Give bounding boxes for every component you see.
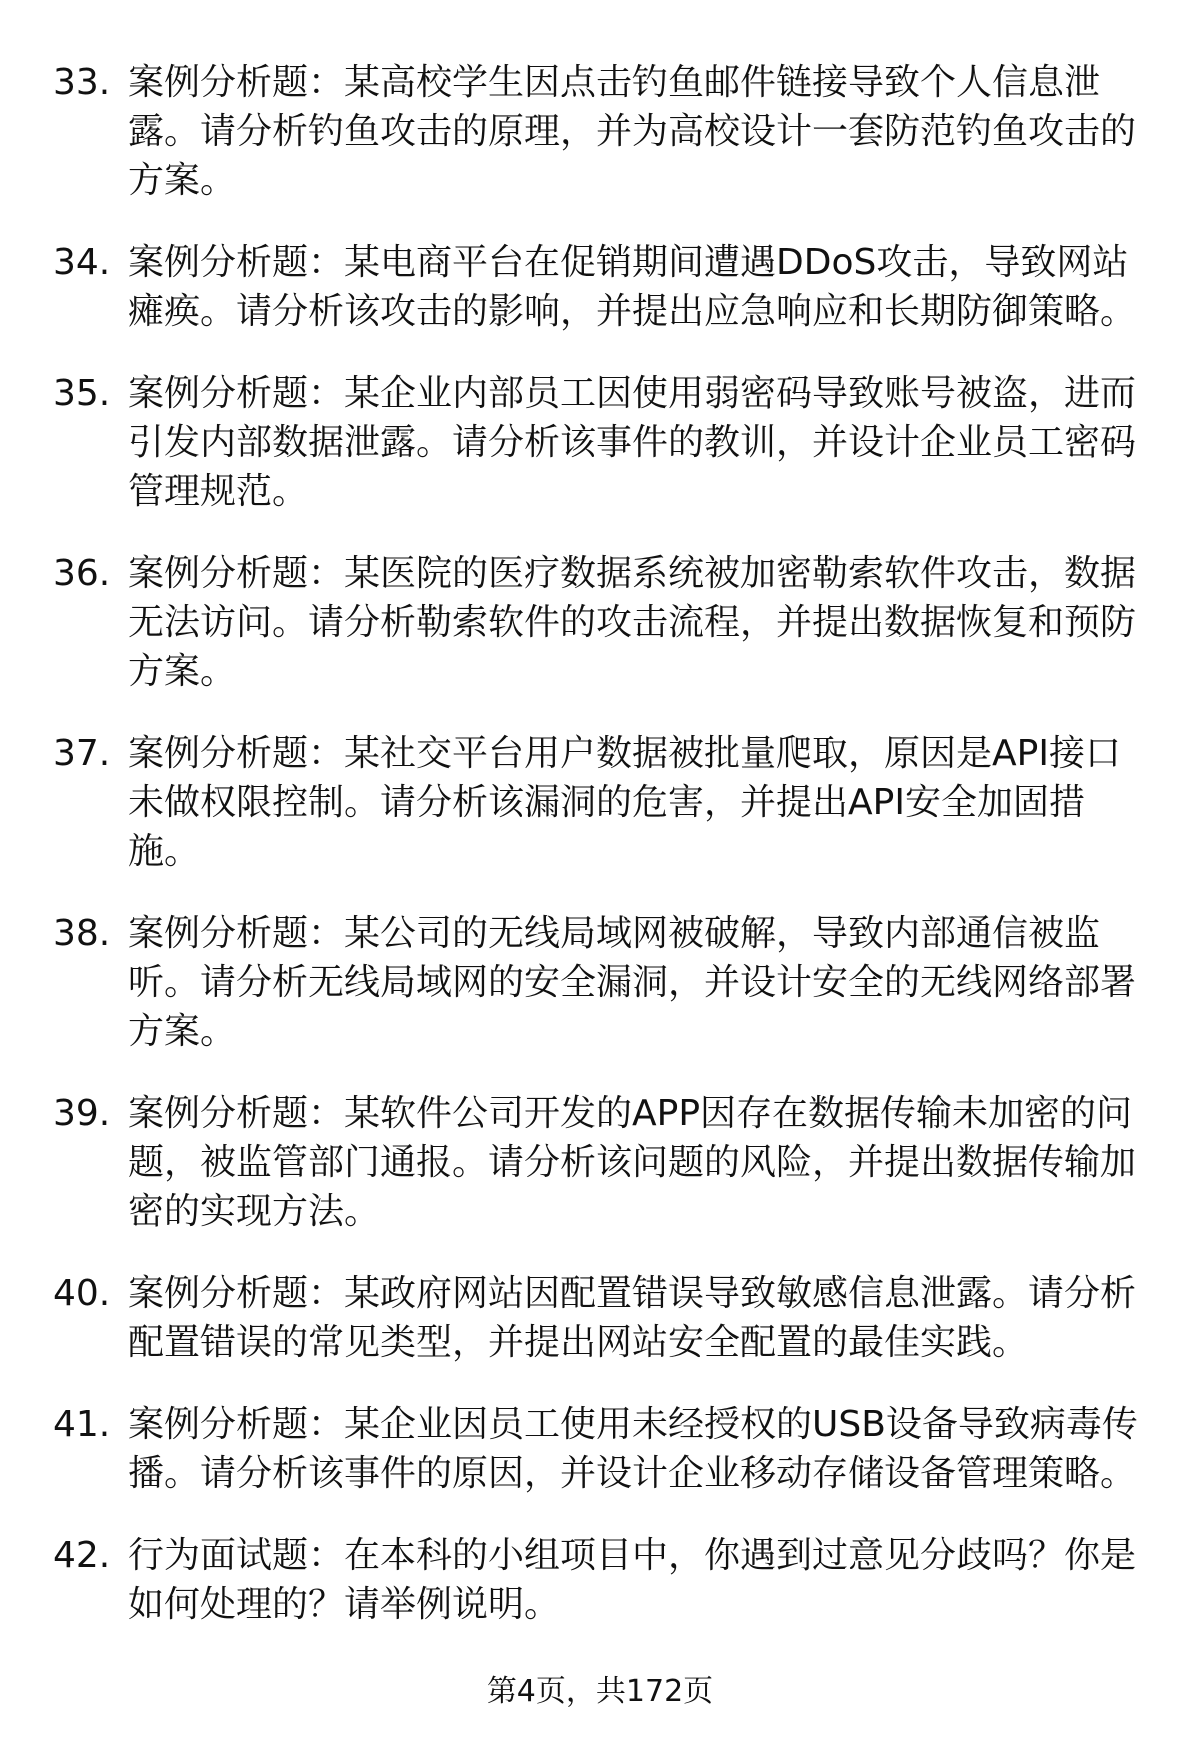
question-text-line: 方案。 <box>128 160 237 201</box>
question-item <box>53 1400 1153 1498</box>
question-text-line: 露。请分析钓鱼攻击的原理，并为高校设计一套防范钓鱼攻击的 <box>128 111 1137 152</box>
question-text-line: 引发内部数据泄露。请分析该事件的教训，并设计企业员工密码 <box>128 422 1137 463</box>
question-number: 34. <box>53 242 111 283</box>
question-text-line: 案例分析题：某企业因员工使用未经授权的USB设备导致病毒传 <box>128 1404 1138 1445</box>
question-text-line: 施。 <box>128 831 201 872</box>
question-item <box>53 1269 1153 1367</box>
question-number: 35. <box>53 373 111 414</box>
question-text-line: 案例分析题：某软件公司开发的APP因存在数据传输未加密的问 <box>128 1093 1133 1134</box>
question-item <box>53 238 1153 336</box>
question-item <box>53 729 1153 876</box>
question-item <box>53 58 1153 205</box>
question-item <box>53 1531 1153 1629</box>
page-footer: 第4页，共172页 <box>486 1674 714 1709</box>
question-item <box>53 369 1153 516</box>
question-text-line: 管理规范。 <box>128 471 309 512</box>
question-text-line: 案例分析题：某高校学生因点击钓鱼邮件链接导致个人信息泄 <box>128 62 1101 103</box>
question-text-line: 案例分析题：某电商平台在促销期间遭遇DDoS攻击，导致网站 <box>128 242 1129 283</box>
question-text-line: 案例分析题：某政府网站因配置错误导致敏感信息泄露。请分析 <box>128 1273 1137 1314</box>
question-text-line: 无法访问。请分析勒索软件的攻击流程，并提出数据恢复和预防 <box>128 602 1137 643</box>
question-text-line: 案例分析题：某公司的无线局域网被破解，导致内部通信被监 <box>128 913 1101 954</box>
question-text-line: 案例分析题：某医院的医疗数据系统被加密勒索软件攻击，数据 <box>128 553 1137 594</box>
question-text-line: 听。请分析无线局域网的安全漏洞，并设计安全的无线网络部署 <box>128 962 1137 1003</box>
question-text-line: 方案。 <box>128 651 237 692</box>
question-item <box>53 549 1153 696</box>
question-number: 37. <box>53 733 111 774</box>
question-text-line: 未做权限控制。请分析该漏洞的危害，并提出API安全加固措 <box>128 782 1085 823</box>
question-list <box>53 58 1153 1662</box>
question-number: 36. <box>53 553 111 594</box>
question-text-line: 方案。 <box>128 1011 237 1052</box>
question-number: 42. <box>53 1535 111 1576</box>
question-text-line: 配置错误的常见类型，并提出网站安全配置的最佳实践。 <box>128 1322 1029 1363</box>
question-number: 41. <box>53 1404 111 1445</box>
question-item <box>53 1089 1153 1236</box>
question-text-line: 瘫痪。请分析该攻击的影响，并提出应急响应和长期防御策略。 <box>128 291 1137 332</box>
question-text-line: 题，被监管部门通报。请分析该问题的风险，并提出数据传输加 <box>128 1142 1137 1183</box>
question-text-line: 密的实现方法。 <box>128 1191 381 1232</box>
question-item <box>53 909 1153 1056</box>
question-number: 39. <box>53 1093 111 1134</box>
question-text-line: 案例分析题：某企业内部员工因使用弱密码导致账号被盗，进而 <box>128 373 1137 414</box>
question-text-line: 如何处理的？请举例说明。 <box>128 1584 561 1625</box>
question-number: 40. <box>53 1273 111 1314</box>
question-text-line: 案例分析题：某社交平台用户数据被批量爬取，原因是API接口 <box>128 733 1121 774</box>
question-number: 38. <box>53 913 111 954</box>
question-number: 33. <box>53 62 111 103</box>
question-text-line: 行为面试题：在本科的小组项目中，你遇到过意见分歧吗？你是 <box>128 1535 1137 1576</box>
question-text-line: 播。请分析该事件的原因，并设计企业移动存储设备管理策略。 <box>128 1453 1137 1494</box>
